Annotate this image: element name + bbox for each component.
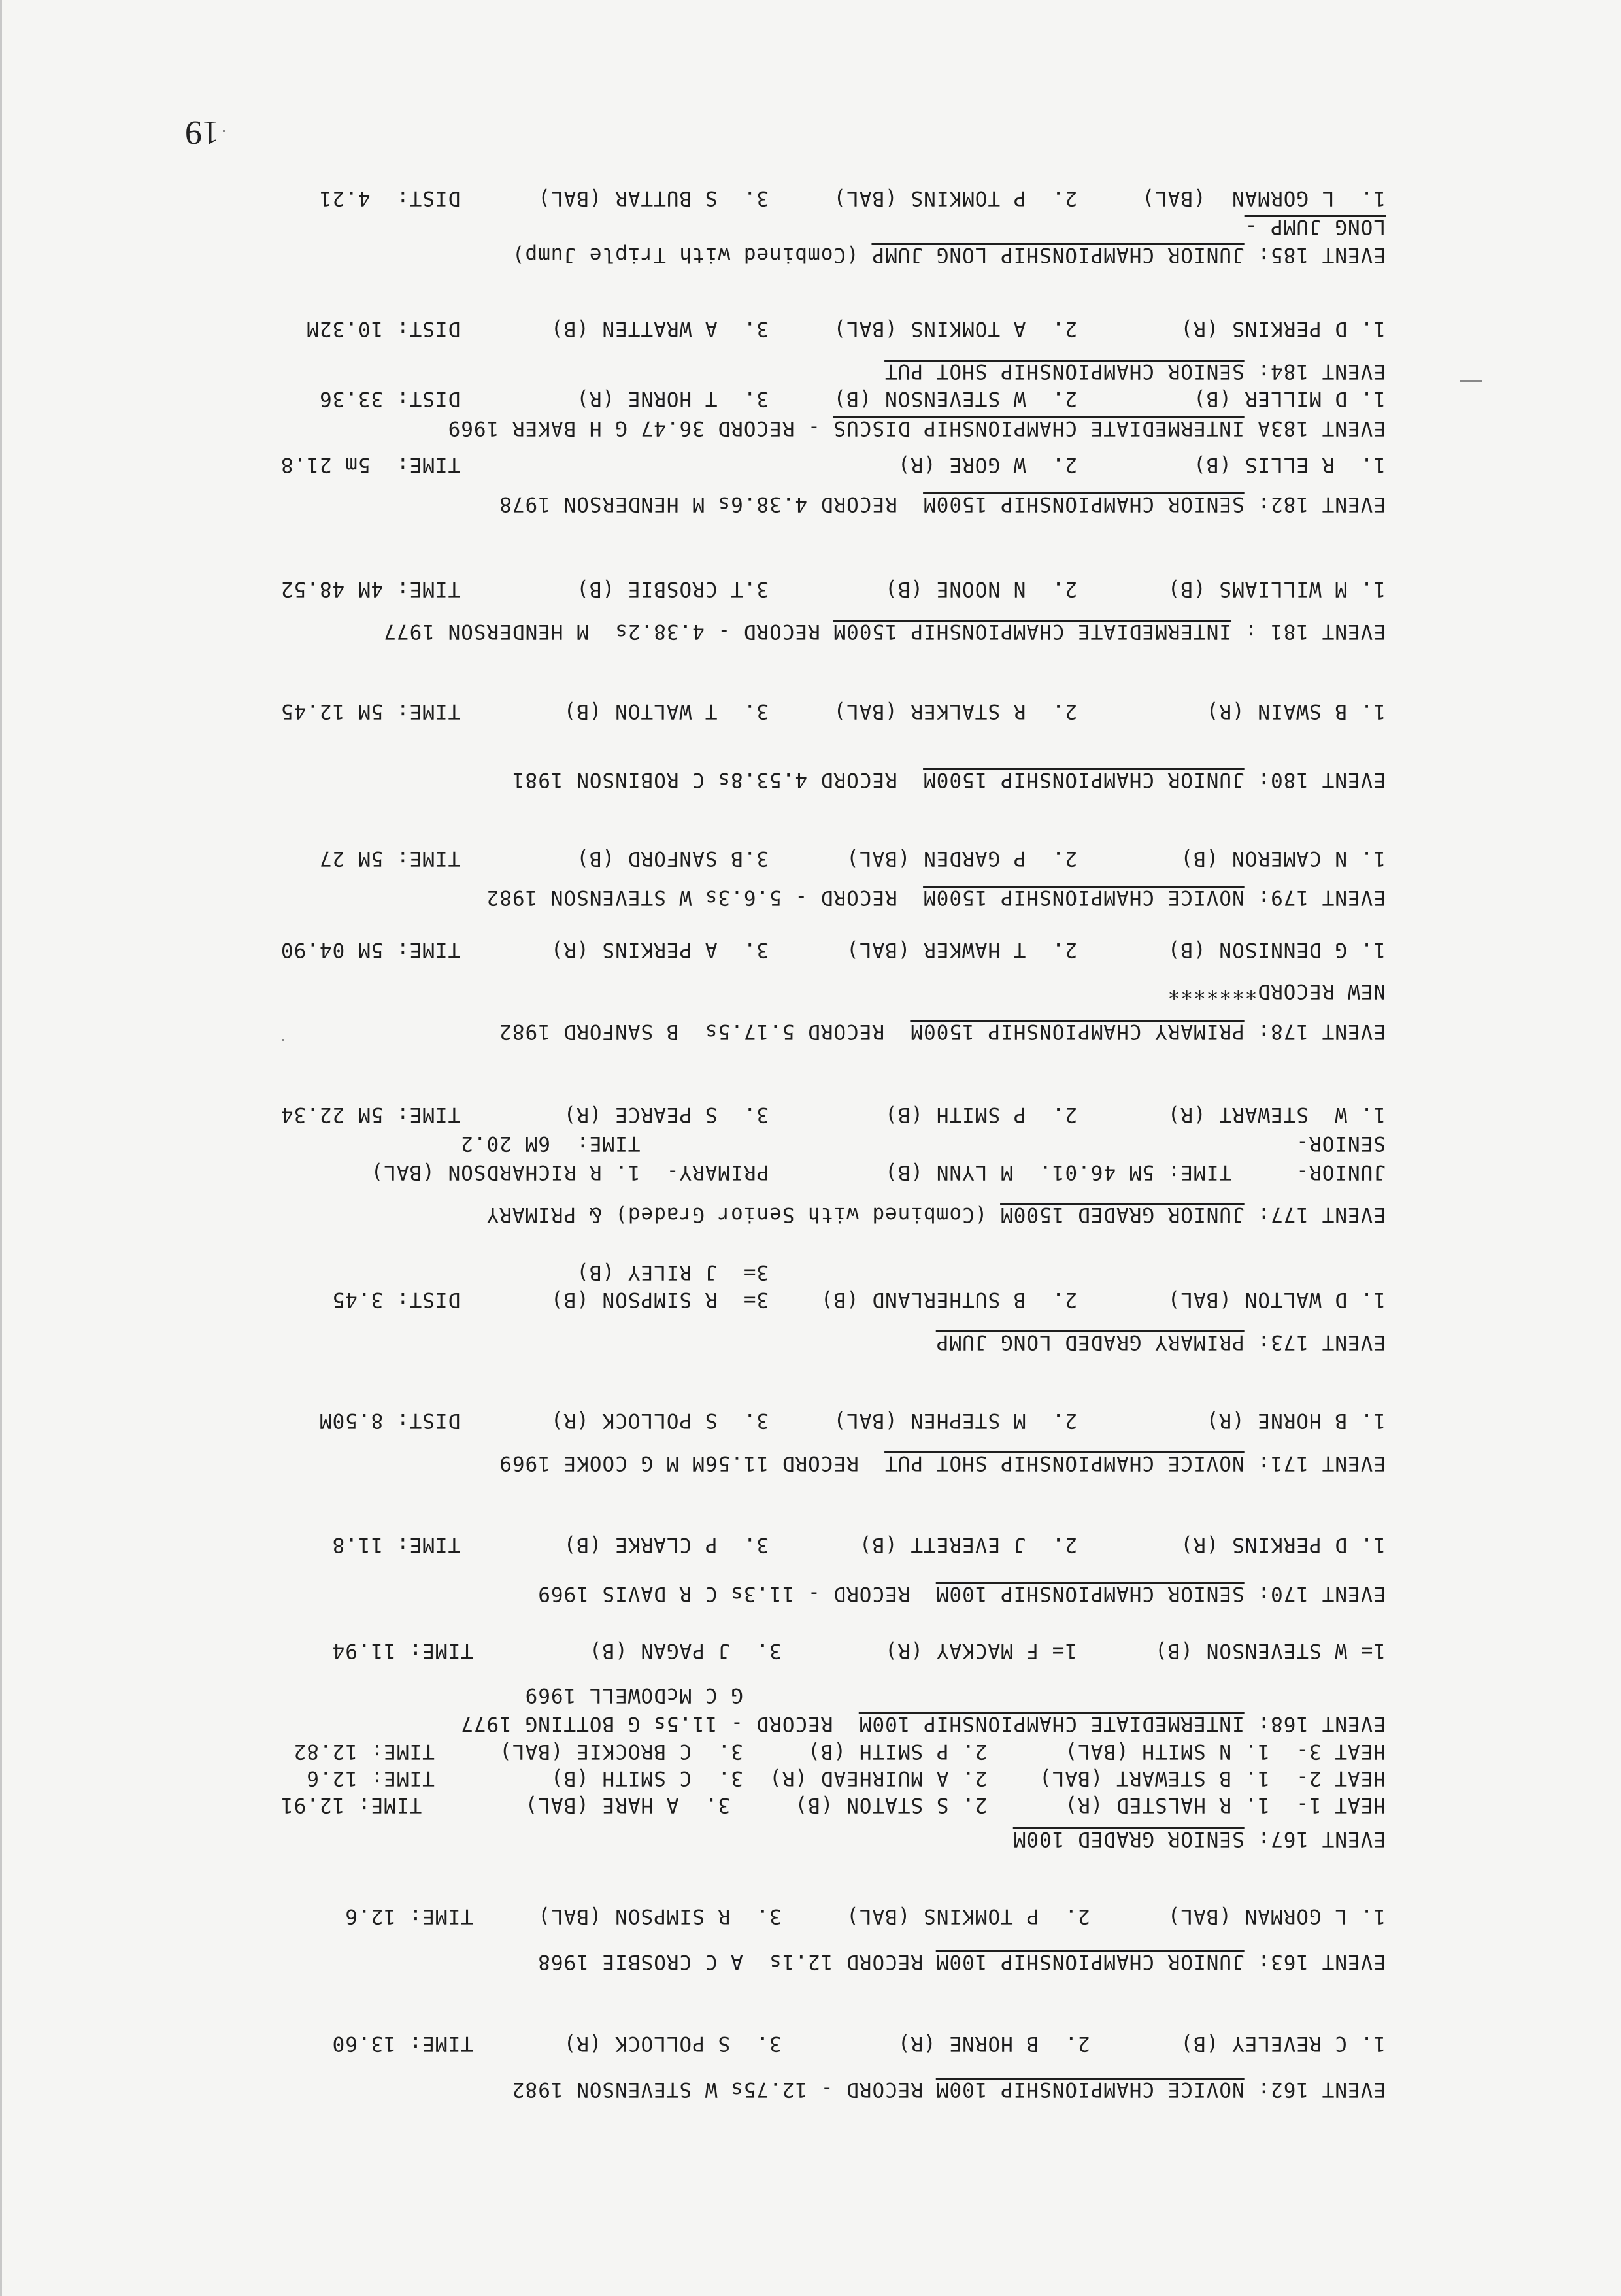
- event-177-heading: EVENT 177: JUNIOR GRADED 1500M (Combined with Senior Graded) & PRIMARY: [486, 1203, 1386, 1226]
- event-177-result: 1. W STEWART (R) 2. P SMITH (B) 3. S PEARCE (R) TIME: 5M 22.34: [280, 1103, 1386, 1126]
- event-173-result-tie: 3= J RILEY (B): [576, 1260, 1386, 1284]
- event-184-result: 1. D PERKINS (R) 2. A TOMKINS (BAL) 3. A WRATTEN (B) DIST: 10.32M: [306, 317, 1386, 341]
- margin-tick: [1460, 380, 1482, 382]
- event-177-junior-primary: JUNIOR- TIME: 5M 46.01. M LYNN (B) PRIMARY- 1. R RICHARDSON (BAL): [370, 1160, 1386, 1184]
- event-168-heading: EVENT 168: INTERMEDIATE CHAMPIONSHIP 100M RECORD - 11.5s G BOTTING 1977: [460, 1712, 1386, 1736]
- page-edge-shadow: [0, 0, 2, 2296]
- long-jump-subheading: LONG JUMP -: [1244, 215, 1386, 239]
- new-record-note: NEW RECORD*******: [1167, 979, 1386, 1003]
- event-171-result: 1. B HORNE (R) 2. M STEPHEN (BAL) 3. S POLLOCK (R) DIST: 8.50M: [318, 1409, 1386, 1432]
- event-163-heading: EVENT 163: JUNIOR CHAMPIONSHIP 100M RECORD 12.1s A C CROSBIE 1968: [537, 1950, 1386, 1974]
- event-167-heat-2: HEAT 2- 1. B STEWART (BAL) 2. A MUIRHEAD (R) 3. C SMITH (B) TIME: 12.6: [306, 1766, 1386, 1790]
- event-167-heat-3: HEAT 3- 1. N SMITH (BAL) 2. P SMITH (B) 3. C BROCKIE (BAL) TIME: 12.82: [293, 1740, 1386, 1763]
- event-173-heading: EVENT 173: PRIMARY GRADED LONG JUMP: [935, 1330, 1386, 1354]
- page-number: 19: [185, 114, 219, 151]
- event-170-heading: EVENT 170: SENIOR CHAMPIONSHIP 100M RECORD - 11.3s C R DAVIS 1969: [537, 1582, 1386, 1606]
- event-168-result: 1= W STEVENSON (B) 1= F MACKAY (R) 3. J PAGAN (B) TIME: 11.94: [331, 1639, 1386, 1663]
- event-185-result: 1. L GORMAN (BAL) 2. P TOMKINS (BAL) 3. S BUTTAR (BAL) DIST: 4.21: [318, 186, 1386, 210]
- event-178-result: 1. G DENNISON (B) 2. T HAWKER (BAL) 3. A PERKINS (R) TIME: 5M 04.90: [280, 938, 1386, 962]
- event-170-result: 1. D PERKINS (R) 2. J EVERETT (B) 3. P CLARKE (B) TIME: 11.8: [331, 1533, 1386, 1557]
- event-179-result: 1. N CAMERON (B) 2. P GARDEN (BAL) 3.B SANFORD (B) TIME: 5M 27: [318, 847, 1386, 870]
- event-163-result: 1. L GORMAN (BAL) 2. P TOMKINS (BAL) 3. R SIMPSON (BAL) TIME: 12.6: [344, 1904, 1386, 1928]
- event-184-heading: EVENT 184: SENIOR CHAMPIONSHIP SHOT PUT: [884, 360, 1386, 383]
- event-180-result: 1. B SWAIN (R) 2. R STALKER (BAL) 3. T WALTON (B) TIME: 5M 12.45: [280, 700, 1386, 723]
- event-177-senior: SENIOR- TIME: 6M 20.2: [460, 1132, 1386, 1155]
- event-162-result: 1. C REVELEY (B) 2. B HORNE (R) 3. S POLLOCK (R) TIME: 13.60: [331, 2032, 1386, 2055]
- event-173-result: 1. D WALTON (BAL) 2. B SUTHERLAND (B) 3= R SIMPSON (B) DIST: 3.45: [331, 1288, 1386, 1311]
- event-167-heat-1: HEAT 1- 1. R HALSTED (R) 2. S STATON (B) 3. A HARE (BAL) TIME: 12.91: [280, 1793, 1386, 1817]
- event-162-heading: EVENT 162: NOVICE CHAMPIONSHIP 100M RECORD - 12.75s W STEVENSON 1982: [511, 2078, 1386, 2101]
- event-168-record-2: G C McDOWELL 1969: [524, 1683, 1386, 1707]
- event-178-heading: EVENT 178: PRIMARY CHAMPIONSHIP 1500M RECORD 5.17.5s B SANFORD 1982: [499, 1020, 1386, 1043]
- event-181-result: 1. M WILLIAMS (B) 2. N NOONE (B) 3.T CROSBIE (B) TIME: 4M 48.52: [280, 577, 1386, 601]
- event-179-heading: EVENT 179: NOVICE CHAMPIONSHIP 1500M RECORD - 5.6.3s W STEVENSON 1982: [486, 886, 1386, 909]
- event-181-heading: EVENT 181 : INTERMEDIATE CHAMPIONSHIP 1500M RECORD - 4.38.2s M HENDERSON 1977: [383, 620, 1386, 643]
- event-171-heading: EVENT 171: NOVICE CHAMPIONSHIP SHOT PUT RECORD 11.56M M G COOKE 1969: [499, 1451, 1386, 1475]
- scan-speck: [282, 1039, 284, 1041]
- event-183a-result: 1. D MILLER (B) 2. W STEVENSON (B) 3. T HORNE (R) DIST: 33.36: [318, 387, 1386, 411]
- event-167-heading: EVENT 167: SENIOR GRADED 100M: [1012, 1827, 1386, 1851]
- event-185-heading: EVENT 185: JUNIOR CHAMPIONSHIP LONG JUMP (Combined with Triple Jump): [511, 243, 1386, 267]
- event-182-result: 1. R ELLIS (B) 2. W GORE (R) TIME: 5m 21.8: [280, 453, 1386, 477]
- event-182-heading: EVENT 182: SENIOR CHAMPIONSHIP 1500M RECORD 4.38.6s M HENDERSON 1978: [499, 492, 1386, 516]
- event-183a-heading: EVENT 183A INTERMEDIATE CHAMPIONSHIP DISCUS - RECORD 36.47 G H BAKER 1969: [447, 416, 1386, 440]
- event-180-heading: EVENT 180: JUNIOR CHAMPIONSHIP 1500M RECORD 4.53.8s C ROBINSON 1981: [511, 768, 1386, 792]
- scan-speck: [223, 130, 225, 132]
